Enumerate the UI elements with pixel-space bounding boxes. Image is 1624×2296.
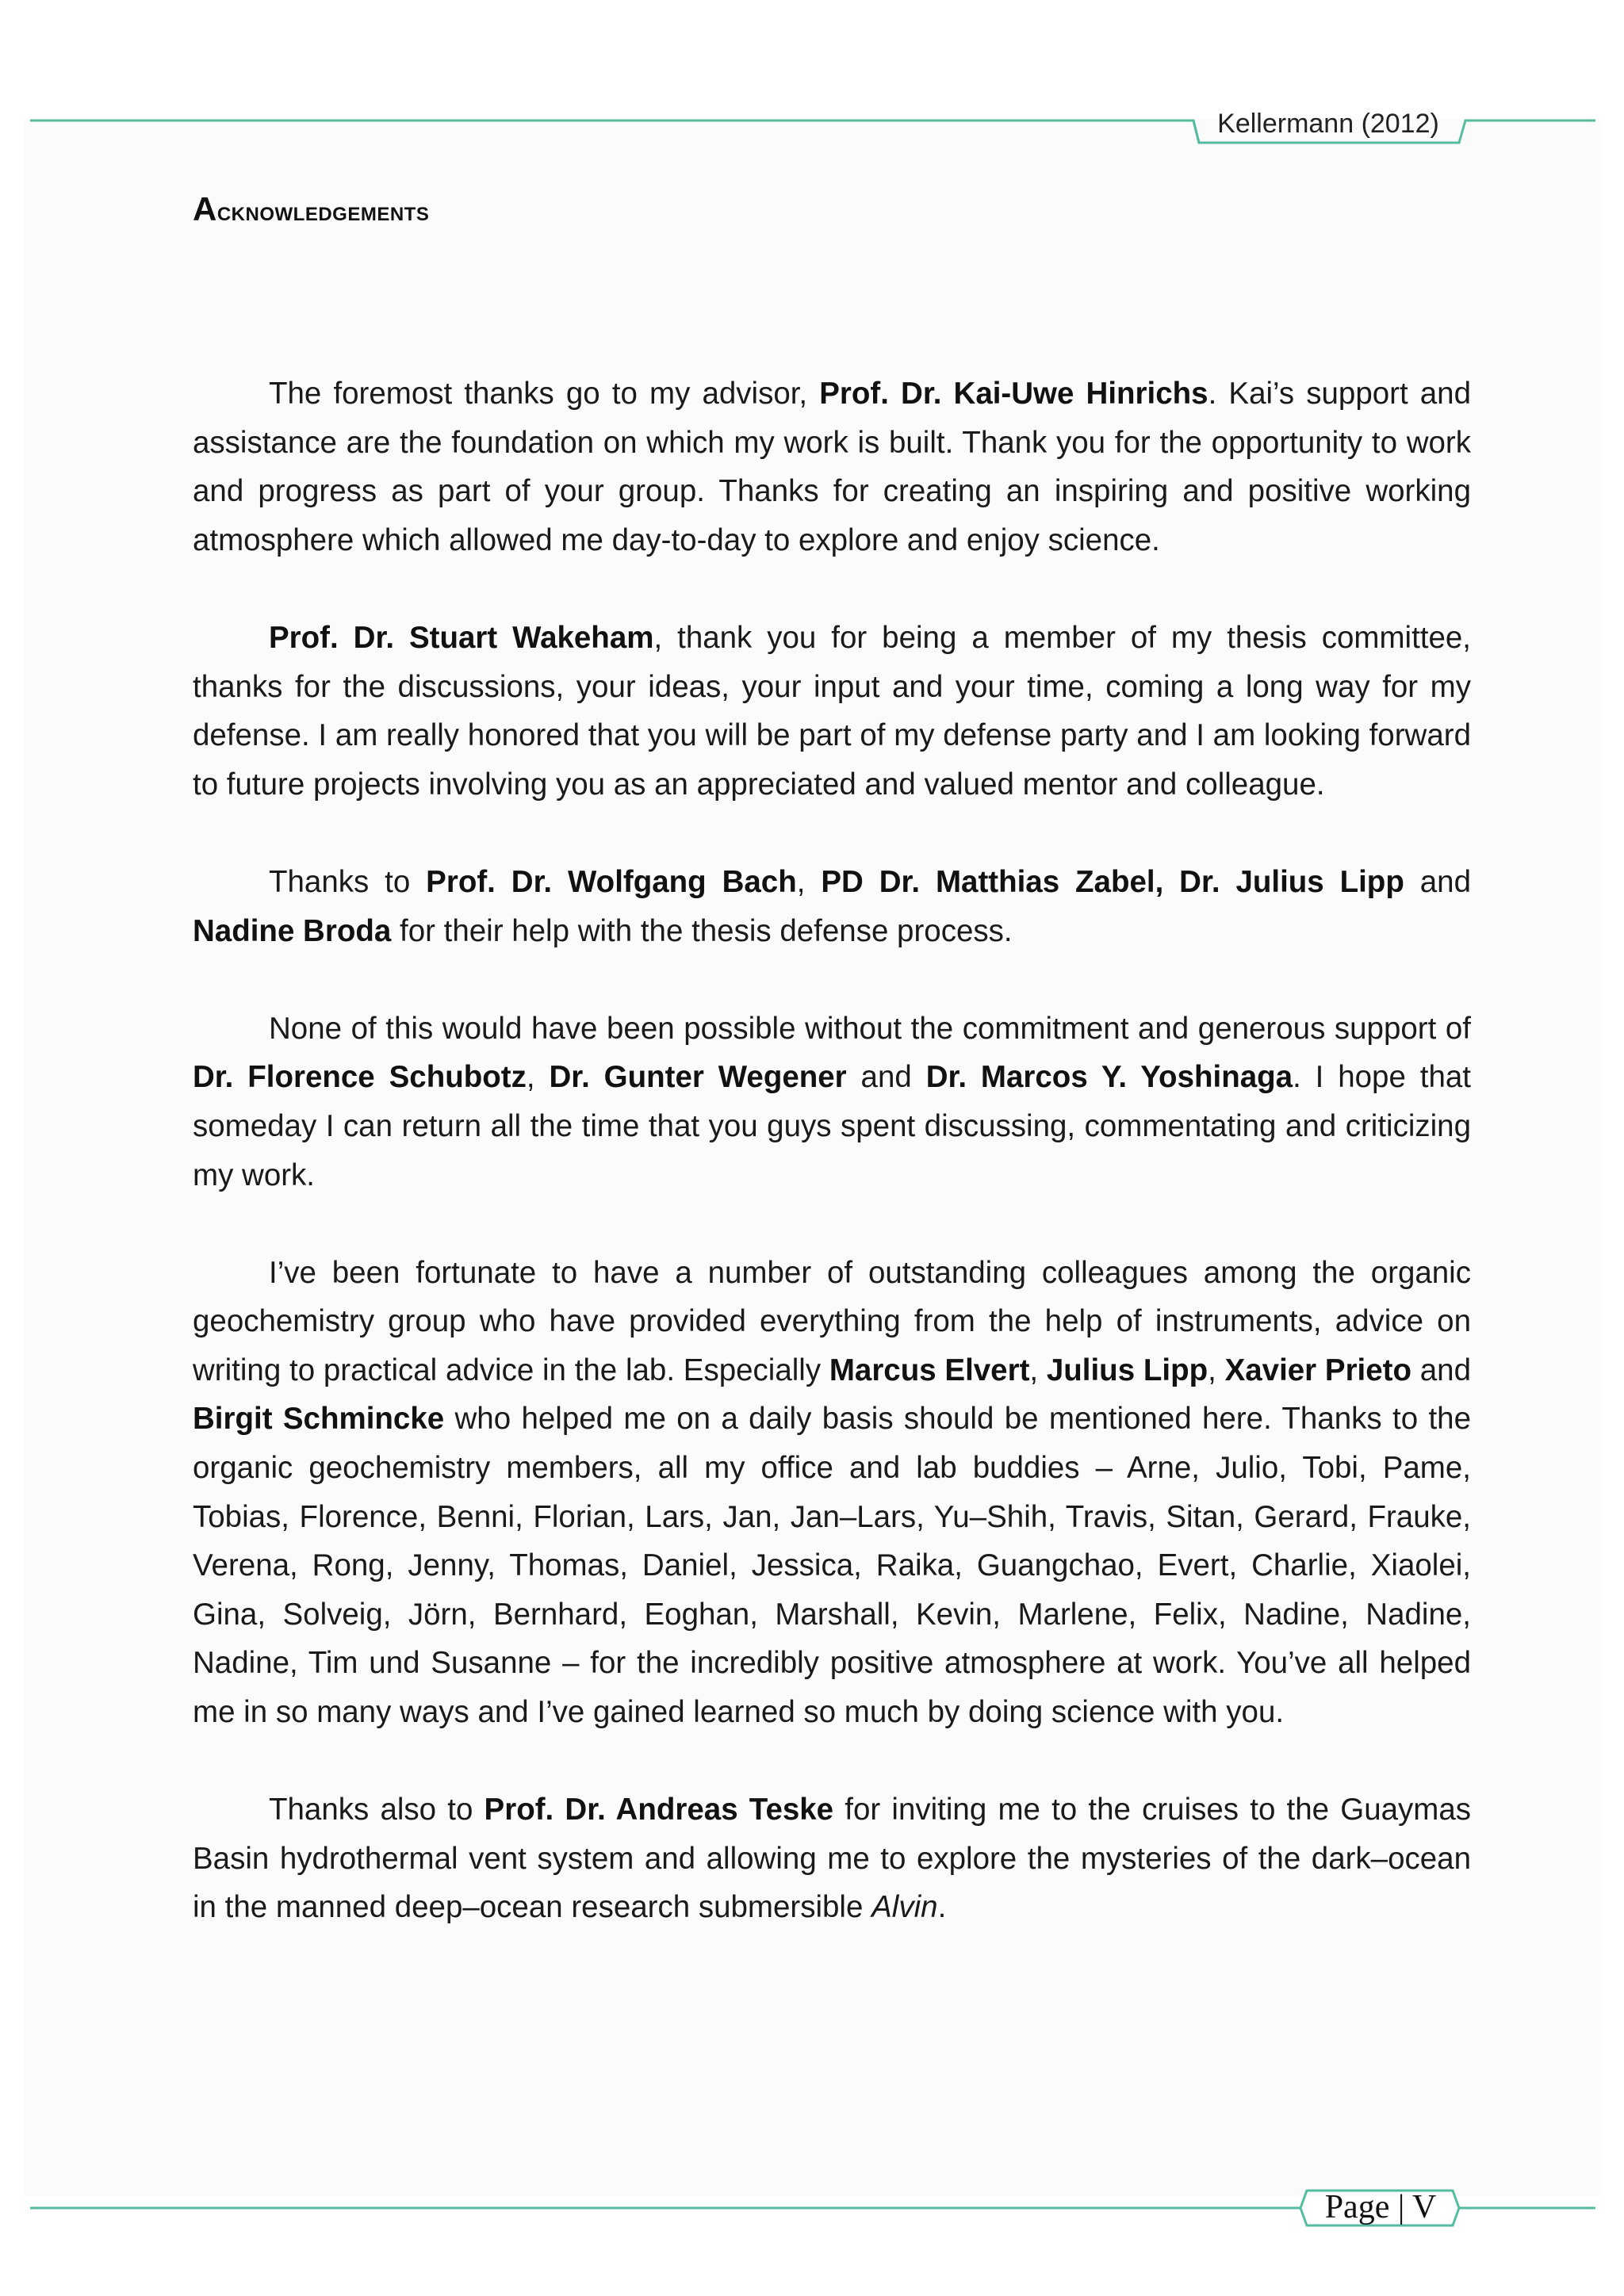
person-name: Marcus Elvert xyxy=(829,1353,1030,1387)
person-name: PD Dr. Matthias Zabel, Dr. Julius Lipp xyxy=(821,864,1404,899)
person-name: Dr. Gunter Wegener xyxy=(549,1060,847,1095)
text-run: The foremost thanks go to my advisor, xyxy=(269,377,820,411)
submersible-name: Alvin xyxy=(871,1890,938,1925)
section-heading xyxy=(193,190,429,228)
person-name: Dr. Marcos Y. Yoshinaga xyxy=(925,1060,1293,1095)
text-run: . xyxy=(937,1890,947,1925)
person-name: Birgit Schmincke xyxy=(193,1402,445,1437)
text-run: Thanks also to xyxy=(269,1793,485,1827)
text-run: , xyxy=(1208,1353,1225,1387)
text-run: . Kai’s support and assistance are the foundation on which my work is built. Thank you for the opportunity to work and progress as part of your group. Thanks for creating an inspiring and positive working atmosphere which allowed me day-to-day to explore and enjoy science. xyxy=(193,377,1472,557)
running-header-title: Kellermann (2012) xyxy=(1217,109,1439,139)
text-run: , thank you for being a member of my thesis committee, thanks for the discussions, your ideas, your input and your time, coming a long way for my defense. I am really honored that you will be part of my defense party and I am looking forward to future projects involving you as an appreciated and valued mentor and colleague. xyxy=(193,620,1471,802)
text-run: and xyxy=(1411,1353,1471,1387)
text-run: , xyxy=(796,864,822,899)
text-run: , xyxy=(1029,1353,1047,1387)
heading-first-letter: A xyxy=(193,190,217,228)
paragraph-wakeham xyxy=(193,614,1471,809)
person-name: Prof. Dr. Andreas Teske xyxy=(484,1793,834,1827)
paragraph-defense-committee xyxy=(193,858,1471,955)
paragraph-teske xyxy=(193,1785,1471,1932)
paragraph-support xyxy=(193,1004,1471,1200)
heading-rest: cknowledgements xyxy=(216,197,430,227)
person-name: Xavier Prieto xyxy=(1224,1353,1412,1387)
text-run: and xyxy=(1404,864,1471,899)
text-run: for inviting me to the cruises to the Guaymas Basin hydrothermal vent system and allowing me to explore the mysteries of the dark–ocean in the manned deep–ocean research submersible xyxy=(193,1793,1471,1925)
paragraph-hinrichs xyxy=(193,369,1471,564)
person-name: Prof. Dr. Stuart Wakeham xyxy=(269,620,654,655)
page-number: Page | V xyxy=(1324,2189,1437,2225)
paragraph-colleagues xyxy=(193,1249,1471,1737)
text-run: . I hope that someday I can return all the time that you guys spent discussing, commentating and criticizing my work. xyxy=(193,1060,1471,1192)
text-run: I’ve been fortunate to have a number of outstanding colleagues among the organic geochemistry group who have provided everything from the help of instruments, advice on writing to practical advice in the lab. Especially xyxy=(193,1255,1471,1387)
person-name: Prof. Dr. Wolfgang Bach xyxy=(426,864,797,899)
text-run: and xyxy=(846,1060,926,1095)
person-name: Dr. Florence Schubotz xyxy=(193,1060,527,1095)
text-run: , xyxy=(526,1060,550,1095)
text-run: for their help with the thesis defense process. xyxy=(391,913,1013,948)
person-name: Prof. Dr. Kai-Uwe Hinrichs xyxy=(819,377,1208,411)
text-run: Thanks to xyxy=(269,864,427,899)
person-name: Nadine Broda xyxy=(193,913,392,948)
text-run: who helped me on a daily basis should be mentioned here. Thanks to the organic geochemistry members, all my office and lab buddies – Arne, Julio, Tobi, Pame, Tobias, Florence, Benni, Florian, Lars, Jan, Jan–Lars, Yu–Shih, Travis, Sitan, Gerard, Frauke, Verena, Rong, Jenny, Thomas, Daniel, Jessica, Raika, Guangchao, Evert, Charlie, Xiaolei, Gina, Solveig, Jörn, Bernhard, Eoghan, Marshall, Kevin, Marlene, Felix, Nadine, Nadine, Nadine, Tim und Susanne – for the incredibly positive atmosphere at work. You’ve all helped me in so many ways and I’ve gained learned so much by doing science with you. xyxy=(193,1402,1471,1730)
text-run: None of this would have been possible without the commitment and generous support of xyxy=(269,1011,1471,1046)
acknowledgements-body xyxy=(193,369,1471,1981)
person-name: Julius Lipp xyxy=(1046,1353,1208,1387)
